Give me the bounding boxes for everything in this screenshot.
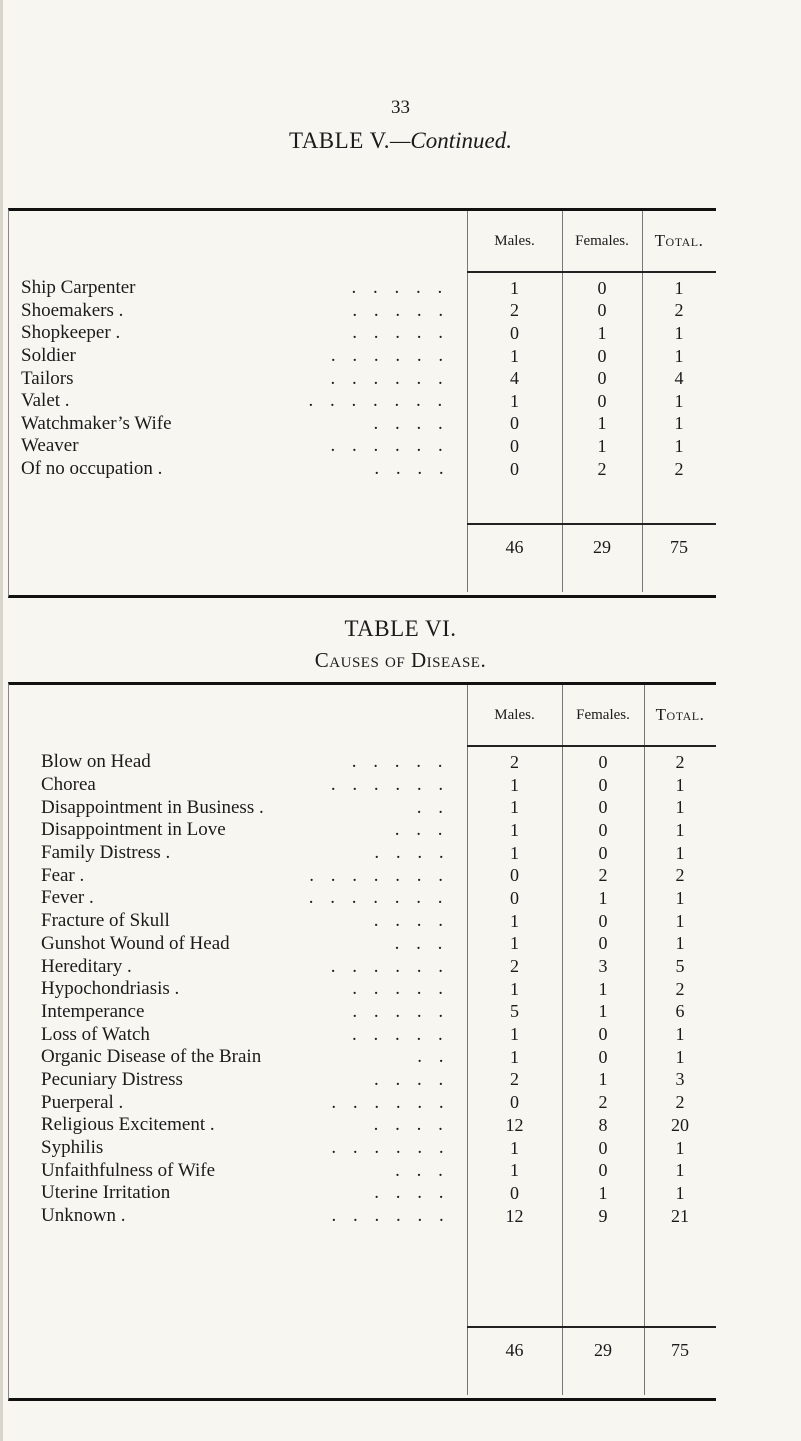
table-row [9,864,716,887]
row-total: 1 [675,797,685,818]
header-total: Total. [655,705,705,724]
row-females: 2 [598,865,608,886]
header-row [9,211,716,271]
header-row [9,685,716,745]
leader-dots: . . . . [373,1114,449,1136]
table-row [9,1137,716,1160]
leader-dots: . . . . [373,412,449,434]
table-row [9,933,716,956]
table-row [9,277,716,300]
row-label: Disappointment in Love [41,819,226,841]
row-males: 0 [510,1182,519,1203]
row-label-cell [9,774,467,796]
row-females: 1 [597,435,607,456]
row-total: 21 [671,1205,689,1226]
row-total: 2 [674,458,684,479]
total-total: 75 [671,1339,689,1360]
row-females: 0 [597,390,607,411]
table-vi-title: TABLE VI. [344,616,457,641]
row-males: 1 [510,277,519,298]
row-females: 0 [597,368,607,389]
page-edge-shadow [0,0,3,1441]
row-label-cell [9,751,467,773]
row-females: 1 [598,887,608,908]
leader-dots: . . . . [373,910,450,932]
row-label-cell [9,435,467,457]
row-label: Of no occupation . [21,458,163,480]
row-total: 1 [675,1137,685,1158]
row-label: Watchmaker’s Wife [21,412,172,434]
row-label-cell [9,1114,467,1136]
row-males: 1 [510,910,519,931]
table-row [9,774,716,797]
leader-dots: . . [417,1046,450,1068]
row-females: 0 [598,1024,608,1045]
row-label: Ship Carpenter [21,277,136,299]
table-row [9,435,716,458]
row-females: 0 [597,277,607,298]
row-label: Gunshot Wound of Head [41,932,230,954]
table-row [9,1001,716,1024]
row-females: 3 [598,956,608,977]
row-label-cell [9,797,467,819]
table-v-title [0,128,801,154]
row-label: Chorea [41,774,96,796]
row-males: 12 [505,1114,524,1135]
header-rule [467,745,716,747]
row-label-cell [9,322,467,344]
column-divider [467,685,468,1395]
column-divider [642,211,643,592]
leader-dots: . . . [394,932,449,954]
row-total: 1 [675,1182,685,1203]
table-v-body [9,277,716,480]
table-row [9,413,716,436]
row-males: 2 [510,751,519,772]
totals-rule [467,1326,716,1328]
leader-dots: . . . . . [352,1000,450,1022]
leader-dots: . . . . . . [331,1205,450,1227]
row-label: Fear . [41,864,85,886]
row-label-cell [9,368,467,390]
row-label-cell [9,345,467,367]
row-label-cell [9,277,467,299]
row-total: 1 [675,1024,685,1045]
header-females: Females. [575,232,629,249]
row-total: 1 [675,1046,685,1067]
leader-dots: . . . . [374,458,450,480]
leader-dots: . . . . . . [330,435,449,457]
leader-dots: . . [416,796,449,818]
table-v [8,208,716,598]
row-males: 0 [510,865,519,886]
row-label-cell [9,1024,467,1046]
row-label: Fever . [41,887,94,909]
row-females: 0 [598,774,608,795]
row-females: 0 [598,797,608,818]
leader-dots: . . . [395,1159,449,1181]
row-label: Disappointment in Business . [41,796,264,818]
leader-dots: . . . . . . [330,367,449,389]
header-total: Total. [654,231,704,250]
row-label-cell [9,1046,467,1068]
leader-dots: . . . . . [352,299,450,321]
table-vi-subtitle: Causes of Disease. [314,648,487,672]
row-females: 1 [597,413,607,434]
row-females: 0 [598,933,608,954]
table-row [9,1205,716,1228]
table-v-title-suffix: —Continued. [389,128,513,153]
row-males: 2 [510,956,519,977]
leader-dots: . . . . . . [330,955,449,977]
row-label-cell [9,910,467,932]
totals-row [9,1339,716,1361]
row-label-cell [9,1182,467,1204]
table-row [9,345,716,368]
row-males: 1 [510,1024,519,1045]
row-label-cell [9,1205,467,1227]
table-row [9,367,716,390]
column-divider [467,211,468,592]
row-label: Soldier [21,345,76,367]
row-males: 0 [510,1092,519,1113]
row-label: Fracture of Skull [41,910,170,932]
row-total: 1 [675,887,685,908]
row-females: 1 [598,1069,608,1090]
total-females: 29 [594,1339,612,1360]
row-males: 1 [510,1137,519,1158]
row-total: 2 [674,300,684,321]
row-females: 1 [598,1182,608,1203]
row-females: 0 [597,345,607,366]
row-females: 0 [598,910,608,931]
total-males: 46 [505,536,524,557]
total-total: 75 [670,536,688,557]
leader-dots: . . . [394,819,449,841]
row-total: 1 [674,345,684,366]
leader-dots: . . . . . . . [308,887,449,909]
column-divider [562,211,563,592]
row-males: 0 [510,322,519,343]
row-males: 1 [510,819,519,840]
header-males: Males. [494,232,535,249]
row-label-cell [9,1137,467,1159]
row-label-cell [9,413,467,435]
row-label-cell [9,300,467,322]
row-total: 5 [675,956,685,977]
row-label: Hypochondriasis . [41,978,180,1000]
row-females: 0 [598,1160,608,1181]
row-total: 1 [675,774,685,795]
table-row [9,1023,716,1046]
row-males: 1 [510,345,519,366]
row-total: 20 [671,1114,689,1135]
row-females: 1 [598,1001,608,1022]
row-females: 1 [598,978,608,999]
table-row [9,796,716,819]
row-total: 1 [674,277,684,298]
table-row [9,842,716,865]
row-males: 1 [510,933,519,954]
row-label: Shopkeeper . [21,322,121,344]
header-males: Males. [494,706,535,723]
row-total: 1 [675,933,685,954]
row-label-cell [9,842,467,864]
row-females: 0 [598,842,608,863]
row-total: 1 [674,435,684,456]
row-females: 0 [598,751,608,772]
column-divider [562,685,563,1395]
total-females: 29 [593,536,611,557]
leader-dots: . . . . . [351,277,449,299]
leader-dots: . . . . [373,1068,450,1090]
table-row [9,1159,716,1182]
column-divider [644,685,645,1395]
leader-dots: . . . . . . . [309,864,450,886]
row-label-cell [9,1092,467,1114]
row-females: 0 [598,1137,608,1158]
row-label: Uterine Irritation [41,1182,171,1204]
row-total: 1 [674,390,684,411]
table-row [9,322,716,345]
row-males: 2 [510,300,519,321]
row-males: 1 [510,390,519,411]
table-v-title-prefix: TABLE V. [288,128,390,153]
row-males: 1 [510,842,519,863]
table-row [9,887,716,910]
leader-dots: . . . . . [352,322,449,344]
leader-dots: . . . . . . [330,345,450,367]
row-label-cell [9,819,467,841]
page-number: 33 [391,97,410,118]
row-label: Unknown . [41,1205,126,1227]
leader-dots: . . . . . . [331,1137,450,1159]
row-label-cell [9,978,467,1000]
table-row [9,300,716,323]
row-label: Family Distress . [41,842,171,864]
header-females: Females. [576,706,630,723]
row-males: 5 [510,1001,519,1022]
leader-dots: . . . . . [351,1023,449,1045]
row-females: 8 [598,1114,608,1135]
row-label: Puerperal . [41,1091,124,1113]
table-row [9,819,716,842]
row-males: 0 [510,413,519,434]
row-total: 1 [674,322,684,343]
row-label-cell [9,865,467,887]
row-females: 0 [597,300,607,321]
row-label-cell [9,1160,467,1182]
row-males: 1 [510,1160,519,1181]
leader-dots: . . . . . . . [308,390,449,412]
table-row [9,910,716,933]
row-total: 1 [675,910,685,931]
row-label-cell [9,390,467,412]
row-males: 1 [510,797,519,818]
row-total: 1 [675,1160,685,1181]
table-row [9,1046,716,1069]
row-males: 0 [510,458,519,479]
row-total: 2 [675,978,685,999]
row-label: Tailors [21,367,74,389]
table-row [9,1182,716,1205]
row-total: 3 [675,1069,685,1090]
row-label: Shoemakers . [21,299,124,321]
row-label: Organic Disease of the Brain [41,1046,262,1068]
table-row [9,390,716,413]
row-total: 1 [674,413,684,434]
row-label: Hereditary . [41,955,132,977]
row-label-cell [9,887,467,909]
row-females: 2 [598,1092,608,1113]
table-row [9,1091,716,1114]
row-males: 12 [505,1205,524,1226]
row-label: Blow on Head [41,751,151,773]
table-row [9,458,716,481]
row-females: 9 [598,1205,608,1226]
row-label: Weaver [21,435,79,457]
row-males: 2 [510,1069,519,1090]
row-label: Intemperance [41,1000,145,1022]
leader-dots: . . . . . [351,751,449,773]
table-vi-body [9,751,716,1227]
row-label: Religious Excitement . [41,1114,215,1136]
header-rule [467,271,716,273]
table-row [9,751,716,774]
row-label-cell [9,1069,467,1091]
table-vi [8,682,716,1401]
row-females: 1 [597,322,607,343]
row-males: 1 [510,978,519,999]
row-label: Syphilis [41,1137,104,1159]
row-label: Loss of Watch [41,1023,150,1045]
row-females: 0 [598,1046,608,1067]
totals-row [9,536,716,558]
table-row [9,955,716,978]
row-label: Valet . [21,390,70,412]
leader-dots: . . . . . . [331,1091,450,1113]
table-row [9,978,716,1001]
leader-dots: . . . . . [352,978,450,1000]
totals-rule [467,523,716,525]
row-females: 2 [597,458,607,479]
row-label-cell [9,458,467,480]
row-females: 0 [598,819,608,840]
row-total: 2 [675,1092,685,1113]
row-total: 2 [675,865,685,886]
row-total: 1 [675,842,685,863]
row-label: Unfaithfulness of Wife [41,1159,216,1181]
row-males: 1 [510,774,519,795]
row-label: Pecuniary Distress [41,1068,183,1090]
row-label-cell [9,933,467,955]
row-males: 4 [510,368,519,389]
table-row [9,1114,716,1137]
row-males: 0 [510,435,519,456]
row-total: 6 [675,1001,685,1022]
row-total: 1 [675,819,685,840]
leader-dots: . . . . [374,1182,450,1204]
total-males: 46 [505,1339,524,1360]
row-label-cell [9,956,467,978]
leader-dots: . . . . . . [330,774,450,796]
table-row [9,1069,716,1092]
leader-dots: . . . . [374,842,450,864]
row-label-cell [9,1001,467,1023]
row-total: 2 [675,751,685,772]
row-males: 1 [510,1046,519,1067]
row-males: 0 [510,887,519,908]
row-total: 4 [674,368,684,389]
